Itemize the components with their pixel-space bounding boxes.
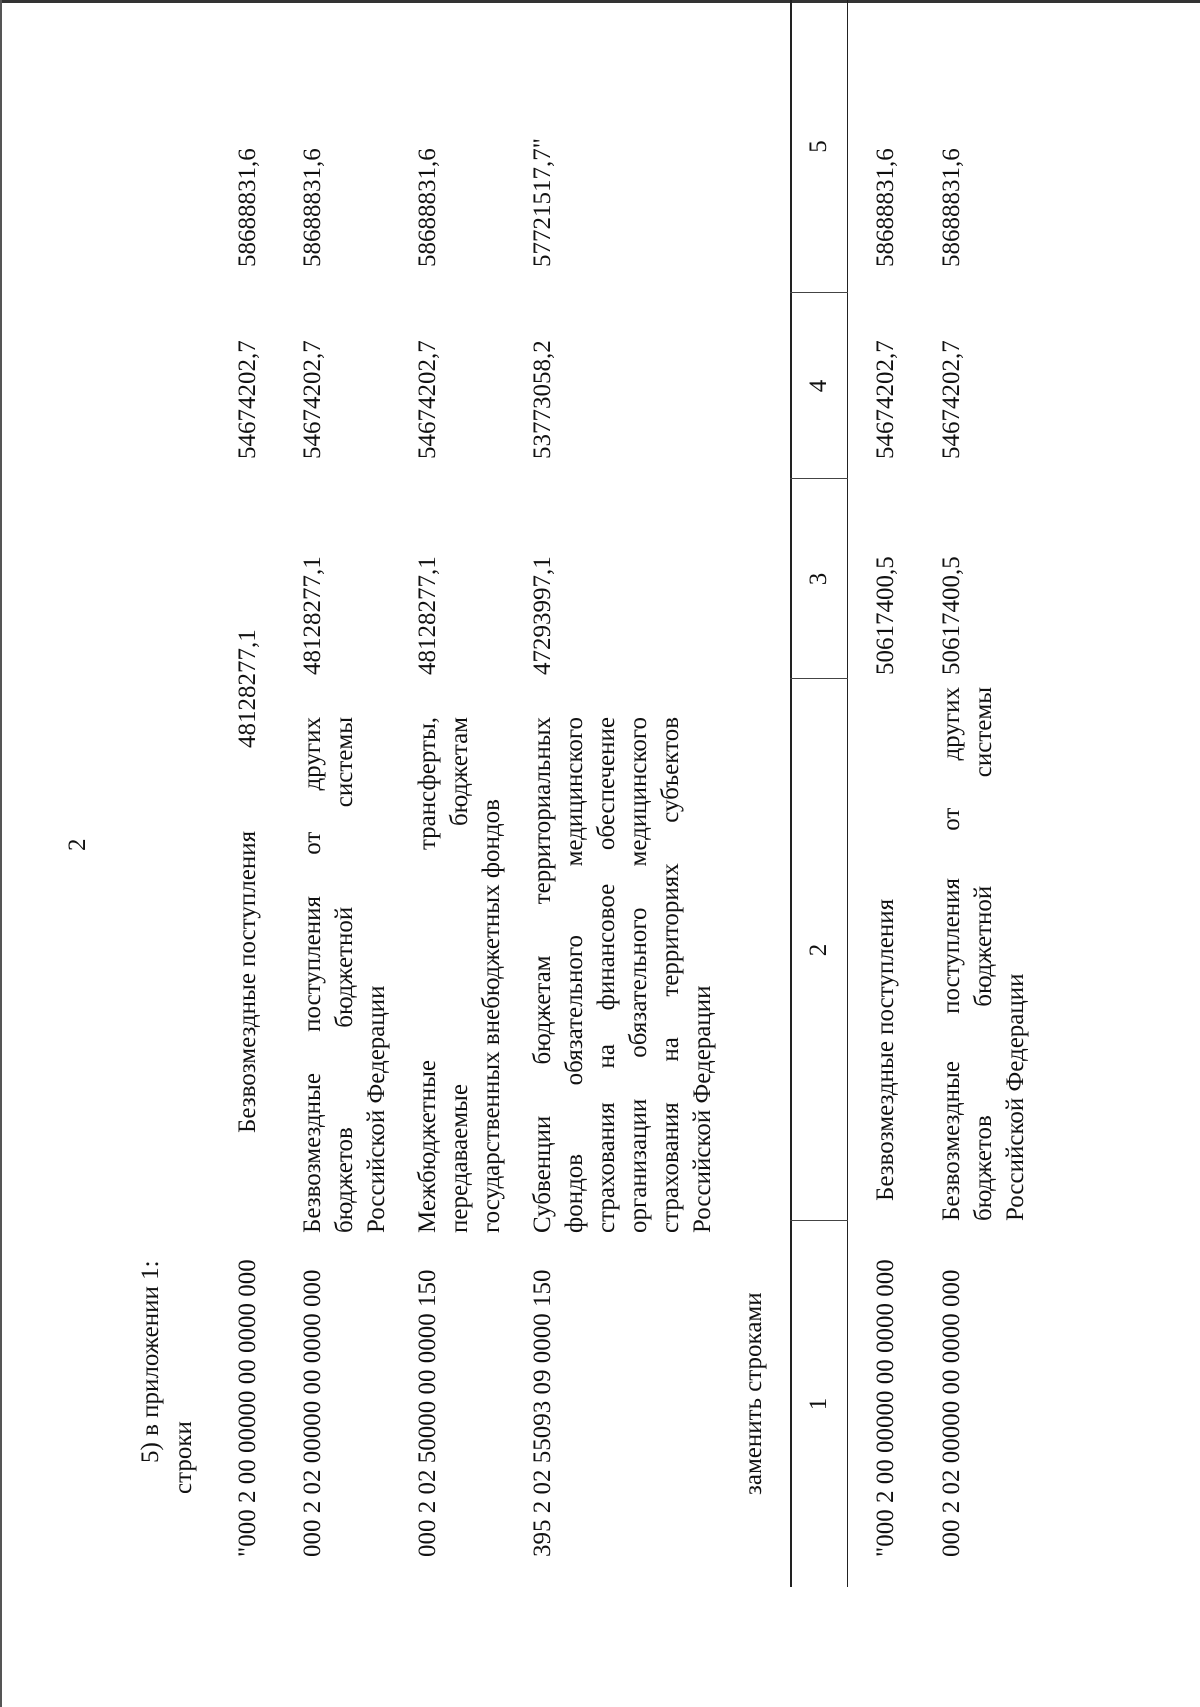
old-row-3-name bbox=[412, 717, 508, 1233]
old-row-4-name-line: фондов обязательного медицинского bbox=[561, 717, 588, 1233]
old-row-4-name-line: страхования на территориях субъектов bbox=[657, 717, 684, 1233]
page-number: 2 bbox=[64, 838, 91, 851]
intro-line-2: строки bbox=[170, 1421, 197, 1494]
old-row-4-name-line: Субвенции бюджетам территориальных bbox=[529, 717, 556, 1233]
old-row-4-code: 395 2 02 55093 09 0000 150 bbox=[529, 1269, 556, 1557]
old-row-2-name-line: Безвозмездные поступления от других bbox=[299, 717, 326, 1233]
table-top-border bbox=[790, 0, 792, 1587]
old-row-3-value-2: 54674202,7 bbox=[414, 340, 441, 459]
table-header-1: 1 bbox=[805, 1397, 832, 1411]
table-header-border bbox=[847, 0, 848, 1587]
old-row-2-value-1: 48128277,1 bbox=[299, 556, 326, 675]
old-row-1-value-2: 54674202,7 bbox=[234, 340, 261, 459]
old-row-1-code: "000 2 00 00000 00 0000 000 bbox=[234, 1259, 261, 1557]
old-row-4-value-1: 47293997,1 bbox=[529, 556, 556, 675]
old-row-3-value-1: 48128277,1 bbox=[414, 556, 441, 675]
new-row-2-name-line: бюджетов бюджетной системы bbox=[970, 687, 997, 1221]
old-row-1-value-1: 48128277,1 bbox=[234, 629, 261, 748]
old-row-4-name-line: страхования на финансовое обеспечение bbox=[593, 717, 620, 1233]
table-header-3: 3 bbox=[805, 572, 832, 586]
old-row-1-value-3: 58688831,6 bbox=[234, 148, 261, 267]
new-row-1-value-1: 50617400,5 bbox=[872, 556, 899, 675]
old-row-3-name-line: государственных внебюджетных фондов bbox=[478, 799, 505, 1233]
old-row-4-value-3: 57721517,7" bbox=[529, 138, 556, 267]
old-row-3-value-3: 58688831,6 bbox=[414, 148, 441, 267]
new-row-1-code: "000 2 00 00000 00 0000 000 bbox=[872, 1259, 899, 1557]
old-row-2-value-3: 58688831,6 bbox=[299, 148, 326, 267]
table-header-5: 5 bbox=[805, 140, 832, 153]
old-row-2-value-2: 54674202,7 bbox=[299, 340, 326, 459]
new-row-2-name-line: Российской Федерации bbox=[1002, 973, 1029, 1221]
old-row-3-code: 000 2 02 50000 00 0000 150 bbox=[414, 1269, 441, 1557]
old-row-2-code: 000 2 02 00000 00 0000 000 bbox=[299, 1269, 326, 1557]
table-header-4: 4 bbox=[805, 379, 832, 393]
new-row-1-value-2: 54674202,7 bbox=[872, 340, 899, 459]
old-row-4-name-line: Российской Федерации bbox=[689, 985, 716, 1233]
old-row-2-name-line: бюджетов бюджетной системы bbox=[331, 717, 358, 1233]
new-row-1-name: Безвозмездные поступления bbox=[872, 898, 899, 1201]
new-row-2-value-3: 58688831,6 bbox=[938, 148, 965, 267]
new-row-2-name bbox=[936, 687, 1032, 1221]
old-row-1-name: Безвозмездные поступления bbox=[234, 830, 261, 1133]
new-row-1-value-3: 58688831,6 bbox=[872, 148, 899, 267]
new-row-2-code: 000 2 02 00000 00 0000 000 bbox=[938, 1269, 965, 1557]
old-row-4-value-2: 53773058,2 bbox=[529, 340, 556, 459]
intro-line-1: 5) в приложении 1: bbox=[137, 1260, 164, 1463]
table-header-2: 2 bbox=[805, 943, 832, 957]
old-row-2-name bbox=[297, 717, 393, 1233]
new-row-2-value-1: 50617400,5 bbox=[938, 556, 965, 675]
old-row-3-name-line: передаваемые бюджетам bbox=[446, 717, 473, 1233]
replace-instruction: заменить строками bbox=[740, 1292, 767, 1495]
new-row-2-value-2: 54674202,7 bbox=[938, 340, 965, 459]
old-row-4-name bbox=[527, 717, 719, 1233]
old-row-4-name-line: организации обязательного медицинского bbox=[625, 717, 652, 1233]
old-row-3-name-line: Межбюджетные трансферты, bbox=[414, 717, 441, 1233]
new-row-2-name-line: Безвозмездные поступления от других bbox=[938, 687, 965, 1221]
old-row-2-name-line: Российской Федерации bbox=[363, 985, 390, 1233]
